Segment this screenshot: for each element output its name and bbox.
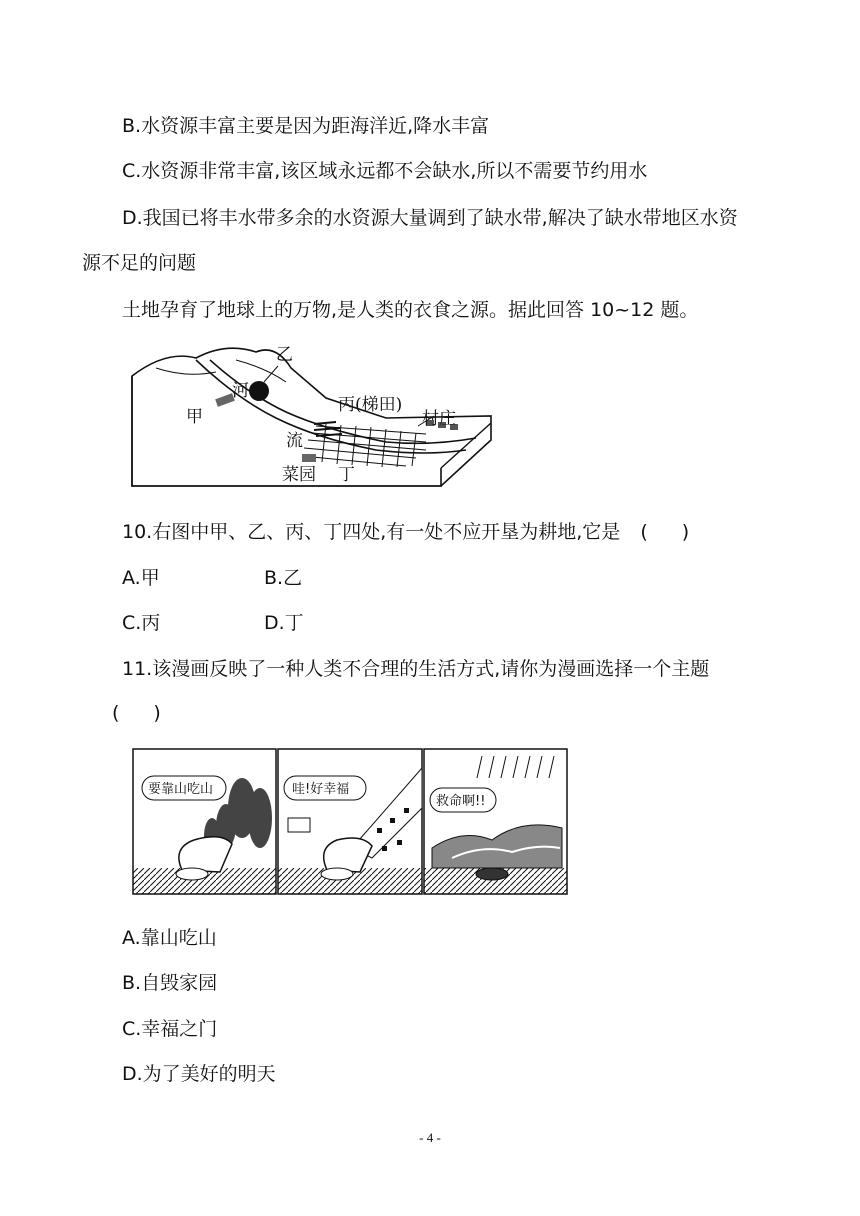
q11-option-c: C.幸福之门 — [122, 1018, 218, 1040]
label-liu: 流 — [286, 431, 303, 451]
q10-paren-close: ) — [681, 521, 690, 543]
label-yi: 乙 — [276, 345, 293, 365]
q10-stem: 10.右图中甲、乙、丙、丁四处,有一处不应开垦为耕地,它是 — [122, 521, 621, 543]
comic-strip — [132, 748, 568, 896]
label-village: 村庄 — [422, 409, 456, 429]
page-number: - 4 - — [419, 1130, 441, 1145]
option-c-prev: C.水资源非常丰富,该区域永远都不会缺水,所以不需要节约用水 — [122, 160, 648, 182]
label-garden: 菜园 — [282, 465, 316, 485]
q11-paren-close: ) — [153, 702, 161, 724]
q10-option-d: D.丁 — [264, 612, 304, 634]
q11-option-b: B.自毁家园 — [122, 972, 218, 994]
q10-option-c: C.丙 — [122, 612, 161, 634]
terrain-diagram — [126, 338, 496, 498]
comic-bubble-2: 哇!好幸福 — [292, 782, 350, 797]
q11-paren-open: ( — [112, 702, 120, 724]
label-jia: 甲 — [186, 407, 203, 427]
label-he: 河 — [232, 381, 249, 401]
q10-stem-line — [122, 520, 689, 544]
q11-option-a: A.靠山吃山 — [122, 927, 217, 949]
q10-paren-open: ( — [640, 521, 648, 543]
option-d-prev-line2: 源不足的问题 — [82, 252, 197, 274]
q11-stem: 11.该漫画反映了一种人类不合理的生活方式,请你为漫画选择一个主题 — [122, 658, 710, 680]
q11-option-d: D.为了美好的明天 — [122, 1063, 276, 1085]
option-b-prev: B.水资源丰富主要是因为距海洋近,降水丰富 — [122, 115, 490, 137]
comic-bubble-1: 要靠山吃山 — [148, 782, 214, 797]
option-d-prev-line1: D.我国已将丰水带多余的水资源大量调到了缺水带,解决了缺水带地区水资 — [122, 207, 738, 229]
q11-paren — [112, 701, 161, 725]
section-intro: 土地孕育了地球上的万物,是人类的衣食之源。据此回答 10~12 题。 — [122, 299, 699, 321]
label-bing: 丙(梯田) — [338, 395, 403, 415]
comic-bubble-3: 救命啊!! — [436, 794, 486, 809]
q10-option-b: B.乙 — [264, 567, 303, 589]
label-ding: 丁 — [338, 465, 355, 485]
q10-option-a: A.甲 — [122, 567, 160, 589]
